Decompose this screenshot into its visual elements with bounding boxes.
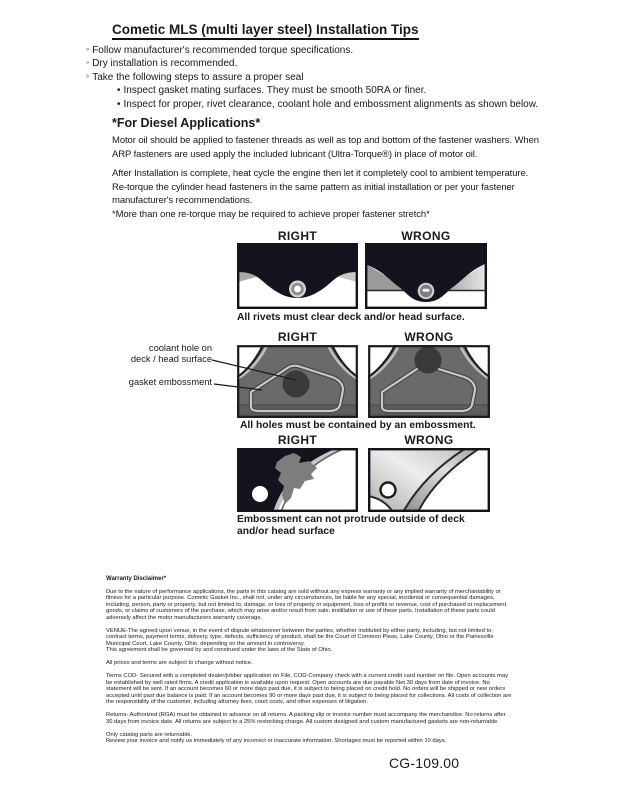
- list-item: [86, 84, 556, 97]
- dot-bullet-icon: •: [117, 85, 121, 97]
- agreement-line: This agreement shall be governed by and construed under the laws of the State of Ohio.: [106, 647, 333, 653]
- venue-paragraph: VENUE-The agreed upon venue, in the event of dispute whatsoever between the parties, whether instituted by either party, including, but not limited to, contract terms, payment terms, delivery, type, defects, sufficiency of product, shall be the Court of Common Pleas, Lake County, Ohio or the Painesville Municipal Court, Lake County, Ohio, depending on the amount in controversy.: [106, 627, 494, 647]
- fig2-right-diagram: [237, 345, 358, 418]
- disclaimer-heading: Warranty Disclaimer*: [106, 576, 167, 582]
- installation-tips-list: [86, 44, 556, 111]
- disclaimer-paragraph: Due to the nature of performance applications, the parts in this catalog are sold without any express warranty or any implied warranty of merchantability or fitness for a particular purpose. Cometic Gasket Inc., shall not, under any circumstances, be liable for any special, incidental or consequential damages, including, person, party or property, but not limited to, damage, or loss of property or equipment, loss of profits or revenue, cost of purchased or replacement goods, or claims of customers of the purchase, which may arise and/or result from sale, instillation or use of these parts. Installation of these parts could adversely affect the motor manufacturers warranty coverage.: [106, 588, 507, 621]
- circle-bullet-icon: ◦: [86, 70, 90, 81]
- diesel-paragraph: After Installation is complete, heat cycle the engine then let it completely cool to ambient temperature. Re-torque the cylinder head fasteners in the same pattern as initial installation or per your fastener manufacturer's recommendations.: [112, 168, 529, 207]
- fig1-wrong-diagram: [365, 243, 487, 309]
- dot-bullet-icon: •: [117, 98, 121, 110]
- fig2-wrong-label: WRONG: [404, 330, 454, 344]
- prices-line: All prices and terms are subject to change without notice.: [106, 660, 253, 666]
- fig3-wrong-label: WRONG: [404, 433, 454, 447]
- fig3-right-diagram: [237, 448, 358, 512]
- fig1-right-diagram: [237, 243, 358, 309]
- fig3-caption: Embossment can not protrude outside of deck and/or head surface: [237, 514, 465, 537]
- circle-bullet-icon: ◦: [86, 44, 90, 54]
- warranty-disclaimer-section: [106, 576, 512, 751]
- page-title: Cometic MLS (multi layer steel) Installation Tips: [112, 22, 419, 40]
- fig3-wrong-diagram: [368, 448, 490, 512]
- tip-text: Dry installation is recommended.: [92, 58, 238, 70]
- gasket-embossment-callout: gasket embossment: [128, 377, 212, 387]
- fig1-right-label: RIGHT: [277, 229, 318, 243]
- fig3-right-label: RIGHT: [277, 433, 318, 447]
- tip-text: Take the following steps to assure a proper seal: [92, 71, 304, 83]
- catalog-page-code: CG-109.00: [389, 755, 460, 771]
- tip-text: Inspect gasket mating surfaces. They must be smooth 50RA or finer.: [123, 85, 427, 97]
- circle-bullet-icon: ◦: [86, 57, 90, 68]
- tip-text: Follow manufacturer's recommended torque specifications.: [92, 45, 354, 56]
- list-item: [86, 44, 556, 57]
- fig2-right-label: RIGHT: [277, 330, 318, 344]
- fig2-caption: All holes must be contained by an embossment.: [240, 420, 476, 431]
- coolant-hole-callout: coolant hole on deck / head surface: [130, 343, 212, 364]
- returns-paragraph: Returns- Authorized (RGA) must be obtained in advance on all returns. A packing slip or invoice number must accompany the merchandise. No returns after 30 days from invoice date. All returns are subject to a 25% restocking charge. All custom designed and custom manufactured gaskets are non-returnable.: [106, 712, 506, 725]
- returnable-line: Only catalog parts are returnable.: [106, 731, 193, 738]
- tip-text: Inspect for proper, rivet clearance, coolant hole and embossment alignments as shown below.: [123, 98, 539, 110]
- review-line: Review your invoice and notify us immediately of any incorrect or inaccurate information. Shortages must be reported within 10 days.: [106, 738, 447, 744]
- fig1-caption: All rivets must clear deck and/or head surface.: [237, 312, 465, 323]
- retorque-note: *More than one re-torque may be required to achieve proper fastener stretch*: [112, 209, 430, 220]
- diesel-paragraph: Motor oil should be applied to fastener threads as well as top and bottom of the fastener washers. When ARP fasteners are used apply the included lubricant (Ultra-Torque®) in place of motor oil.: [112, 135, 539, 160]
- diesel-section-heading: *For Diesel Applications*: [112, 116, 261, 130]
- list-item: [86, 71, 556, 84]
- list-item: [86, 98, 556, 111]
- list-item: [86, 57, 556, 70]
- fig1-wrong-label: WRONG: [401, 229, 451, 243]
- terms-paragraph: Terms COD- Secured with a completed dealer/jobber application on File, COD-Company check with a current credit card number on file. Open accounts may be established by well rated firms. A credit application is available upon request. Open accounts are due payable Net 30 days from date of invoice. No statement will be sent. If an account becomes 60 or more days past due, it is subject to being placed on credit hold. No orders will be shipped or new orders accepted until past due balance is paid. If an account becomes 90 or more days past due, it is subject to being placed for collections. All costs of collection are the responsibility of the customer, including attorney fees, court costs, and other expenses of litigation.: [106, 673, 512, 705]
- fig2-wrong-diagram: [368, 345, 490, 418]
